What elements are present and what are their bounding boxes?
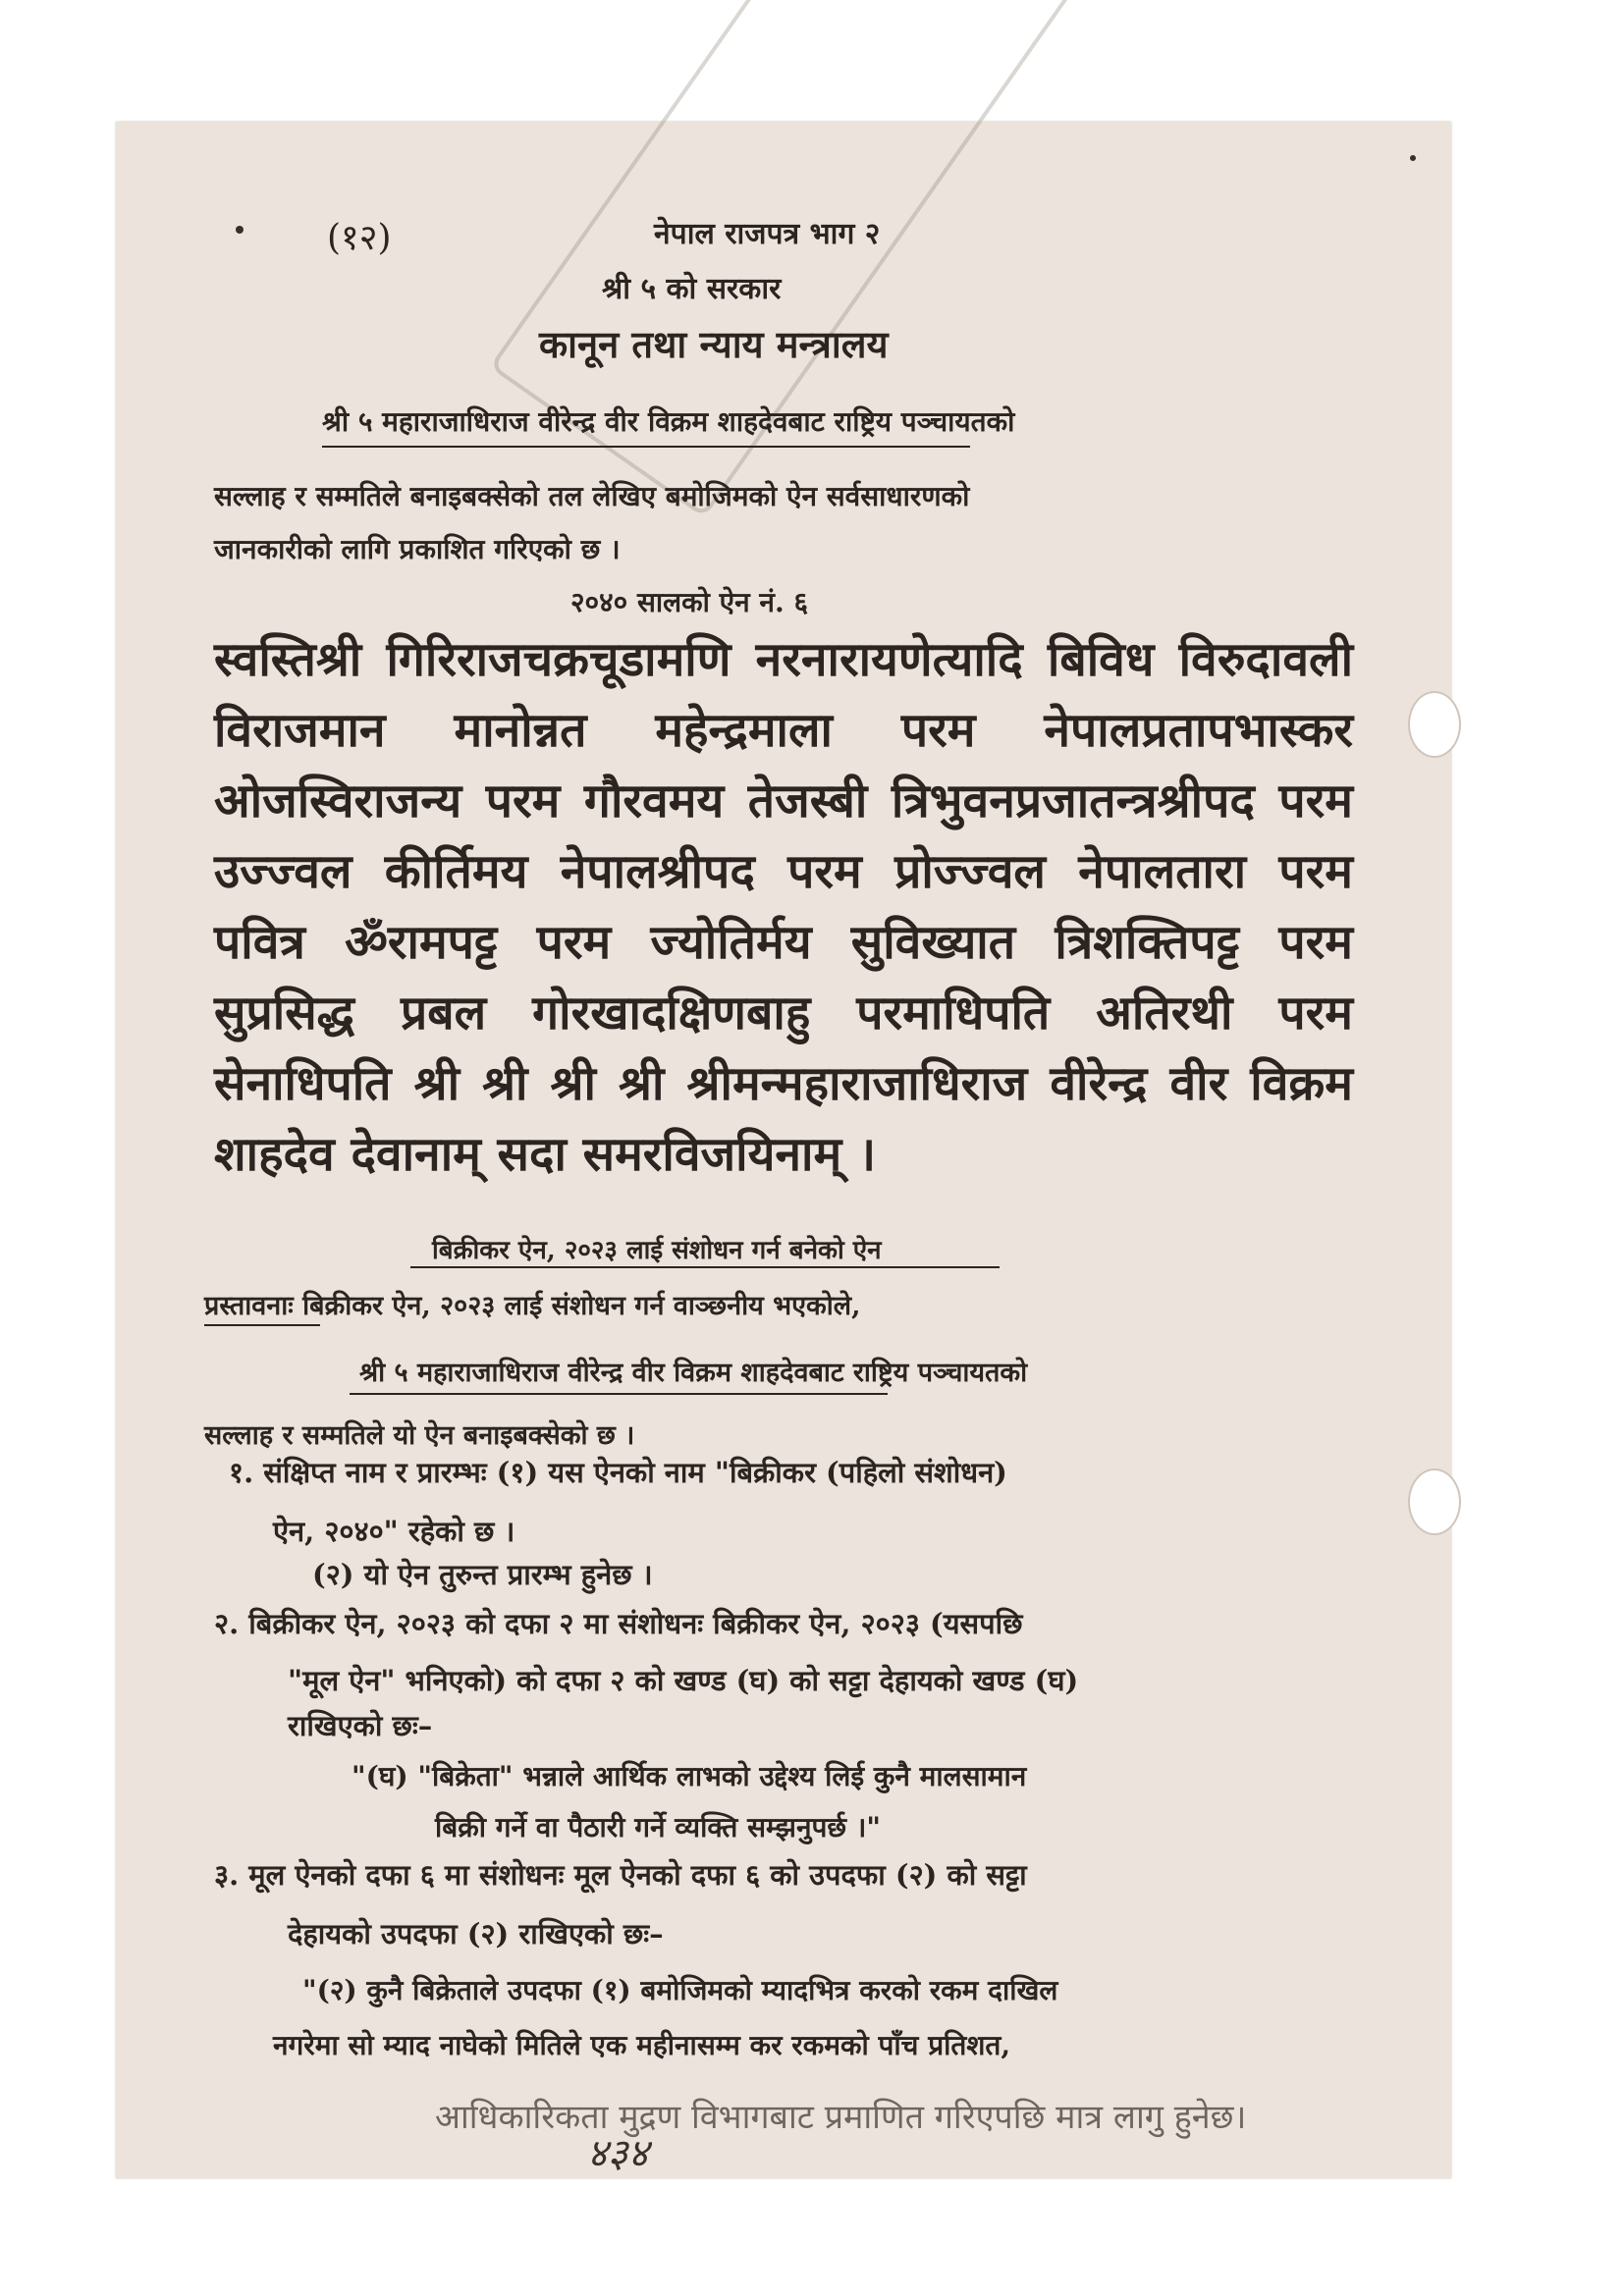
enactment-line-1: श्री ५ महाराजाधिराज वीरेन्द्र वीर विक्रम शाहदेवबाट राष्ट्रिय पञ्चायतको — [359, 1358, 1028, 1388]
section-2-clause-cont: बिक्री गर्ने वा पैठारी गर्ने व्यक्ति सम्झनुपर्छ ।" — [435, 1811, 881, 1843]
government-line: श्री ५ को सरकार — [602, 272, 782, 306]
punch-hole — [1408, 1468, 1461, 1535]
declaration-line-1: श्री ५ महाराजाधिराज वीरेन्द्र वीर विक्रम शाहदेवबाट राष्ट्रिय पञ्चायतको — [322, 405, 1015, 438]
section-2-cont: "मूल ऐन" भनिएको) को दफा २ को खण्ड (घ) को सट्टा देहायको खण्ड (घ) — [288, 1664, 1079, 1697]
declaration-line-3: जानकारीको लागि प्रकाशित गरिएको छ । — [214, 533, 621, 565]
section-1: १. संक्षिप्त नाम र प्रारम्भः (१) यस ऐनको नाम "बिक्रीकर (पहिलो संशोधन) — [229, 1456, 1007, 1489]
section-3-cont: देहायको उपदफा (२) राखिएको छः– — [288, 1917, 664, 1950]
section-2-cont-2: राखिएको छः– — [288, 1709, 433, 1742]
handwritten-page-number: ४३४ — [587, 2131, 649, 2176]
ministry-title: कानून तथा न्याय मन्त्रालय — [539, 322, 889, 366]
ink-mark — [236, 226, 244, 234]
divider — [322, 446, 970, 448]
section-1-sub2: (२) यो ऐन तुरुन्त प्रारम्भ हुनेछ । — [312, 1558, 653, 1591]
gazette-title: नेपाल राजपत्र भाग २ — [654, 217, 881, 251]
divider — [204, 1324, 320, 1326]
punch-hole — [1408, 691, 1461, 758]
section-3: ३. मूल ऐनको दफा ६ मा संशोधनः मूल ऐनको दफा ६ को उपदफा (२) को सट्टा — [214, 1858, 1027, 1892]
section-2-clause: "(घ) "बिक्रेता" भन्नाले आर्थिक लाभको उद्देश्य लिई कुनै मालसामान — [352, 1760, 1027, 1792]
act-subtitle: बिक्रीकर ऐन, २०२३ लाई संशोधन गर्न बनेको ऐन — [432, 1236, 882, 1265]
act-preamble: प्रस्तावनाः बिक्रीकर ऐन, २०२३ लाई संशोधन गर्न वाञ्छनीय भएकोले, — [204, 1291, 861, 1321]
act-number: २०४० सालको ऐन नं. ६ — [570, 586, 809, 618]
watermark-stamp — [489, 0, 1227, 518]
divider — [410, 1266, 1000, 1268]
ink-mark — [1410, 155, 1416, 161]
divider — [350, 1393, 888, 1395]
enactment-line-2: सल्लाह र सम्मतिले यो ऐन बनाइबक्सेको छ । — [204, 1420, 635, 1451]
authenticity-footer: आधिकारिकता मुद्रण विभागबाट प्रमाणित गरिएपछि मात्र लागु हुनेछ। — [435, 2098, 1247, 2137]
section-1-cont: ऐन, २०४०" रहेको छ । — [273, 1515, 515, 1548]
section-2: २. बिक्रीकर ऐन, २०२३ को दफा २ मा संशोधनः बिक्रीकर ऐन, २०२३ (यसपछि — [214, 1607, 1023, 1640]
section-3-clause: "(२) कुनै बिक्रेताले उपदफा (१) बमोजिमको म्यादभित्र करको रकम दाखिल — [302, 1974, 1058, 2006]
page-number: (१२) — [327, 218, 392, 258]
royal-preamble: स्वस्तिश्री गिरिराजचक्रचूडामणि नरनारायणेत्यादि बिविध विरुदावली विराजमान मानोन्नत महेन्द्रमाला परम नेपालप्रतापभास्कर ओजस्विराजन्य परम गौरवमय तेजस्बी त्रिभुवनप्रजातन्त्रश्रीपद परम उज्ज्वल कीर्तिमय नेपालश्रीपद परम प्रोज्ज्वल नेपालतारा परम पवित्र ॐरामपट्ट परम ज्योतिर्मय सुविख्यात त्रिशक्तिपट्ट परम सुप्रसिद्ध प्रबल गोरखादक्षिणबाहु परमाधिपति अतिरथी परम सेनाधिपति श्री श्री श्री श्री श्रीमन्महाराजाधिराज वीरेन्द्र वीर विक्रम शाहदेव देवानाम् सदा समरविजयिनाम् । — [214, 632, 1353, 1182]
declaration-line-2: सल्लाह र सम्मतिले बनाइबक्सेको तल लेखिए बमोजिमको ऐन सर्वसाधारणको — [214, 480, 970, 512]
gazette-page — [116, 122, 1451, 2178]
section-3-clause-cont: नगरेमा सो म्याद नाघेको मितिले एक महीनासम्म कर रकमको पाँच प्रतिशत, — [273, 2029, 1011, 2061]
